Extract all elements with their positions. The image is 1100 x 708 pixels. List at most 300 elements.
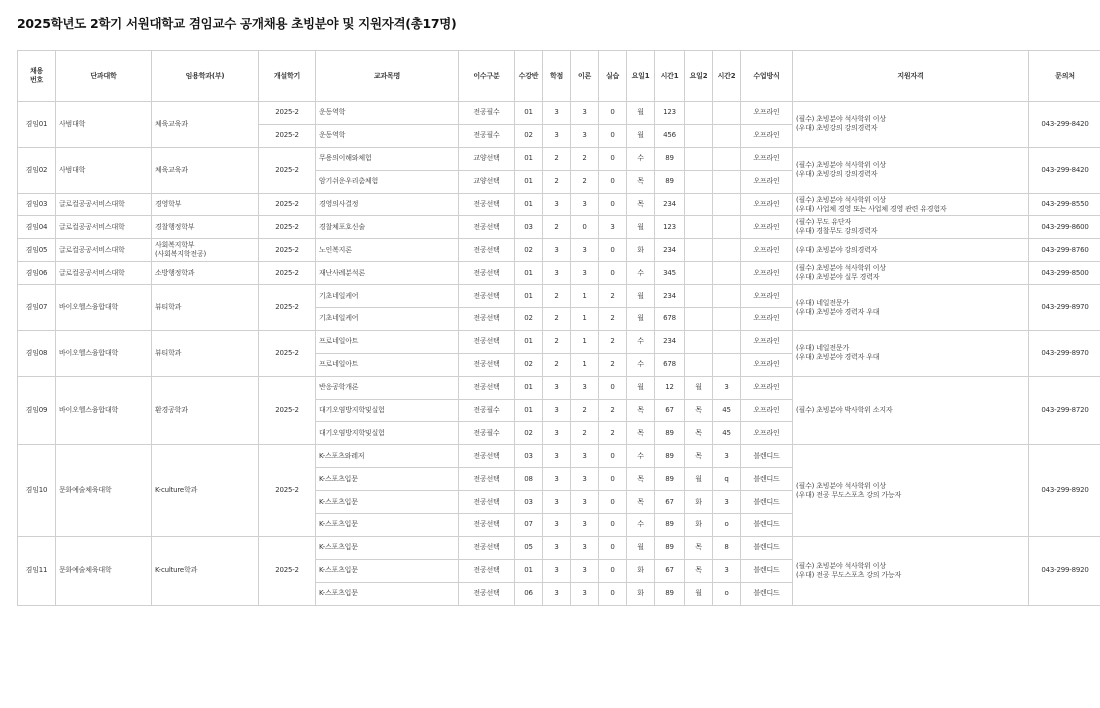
- cell-contact: 043-299-8500: [1029, 262, 1100, 285]
- cell-theory: 3: [571, 491, 599, 514]
- cell-semester: 2025-2: [259, 102, 316, 125]
- header-day1: 요일1: [627, 51, 655, 102]
- cell-time1: 234: [655, 285, 685, 308]
- cell-time2: [713, 216, 741, 239]
- cell-day1: 목: [627, 491, 655, 514]
- cell-time2: 3: [713, 445, 741, 468]
- cell-practice: 0: [599, 582, 627, 605]
- table-body: [18, 102, 1100, 606]
- cell-category: 전공선택: [459, 514, 515, 537]
- cell-college: 바이오헬스융합대학: [56, 376, 152, 445]
- cell-mode: 오프라인: [741, 285, 793, 308]
- cell-recruit-no: 겸임02: [18, 147, 56, 193]
- cell-section: 01: [515, 399, 543, 422]
- header-time2: 시간2: [713, 51, 741, 102]
- cell-section: 03: [515, 445, 543, 468]
- table-row: [18, 147, 1100, 170]
- cell-theory: 3: [571, 239, 599, 262]
- cell-time1: 345: [655, 262, 685, 285]
- cell-semester: 2025-2: [259, 445, 316, 537]
- recruitment-table: [17, 50, 1100, 606]
- cell-credits: 2: [543, 330, 571, 353]
- header-course: 교과목명: [316, 51, 459, 102]
- cell-recruit-no: 겸임04: [18, 216, 56, 239]
- cell-time1: 89: [655, 514, 685, 537]
- header-time1: 시간1: [655, 51, 685, 102]
- cell-day1: 월: [627, 216, 655, 239]
- cell-theory: 2: [571, 170, 599, 193]
- cell-mode: 오프라인: [741, 102, 793, 125]
- cell-theory: 3: [571, 262, 599, 285]
- cell-practice: 0: [599, 193, 627, 216]
- text-line: (우대) 초빙분야 실무 경력자: [796, 273, 880, 282]
- text-line: (필수) 무도 유단자: [796, 218, 852, 227]
- text-line: 소방행정학과: [155, 268, 195, 277]
- cell-category: 전공필수: [459, 422, 515, 445]
- cell-time2: [713, 170, 741, 193]
- cell-course: 경찰체포호신술: [316, 216, 459, 239]
- cell-day2: [685, 147, 713, 170]
- cell-time2: 3: [713, 491, 741, 514]
- cell-contact: 043-299-8720: [1029, 376, 1100, 445]
- cell-credits: 3: [543, 514, 571, 537]
- cell-dept: [152, 330, 259, 376]
- header-contact: 문의처: [1029, 51, 1100, 102]
- cell-semester: 2025-2: [259, 193, 316, 216]
- cell-credits: 3: [543, 376, 571, 399]
- cell-time1: 89: [655, 170, 685, 193]
- table-row: [18, 376, 1100, 399]
- cell-contact: 043-299-8970: [1029, 285, 1100, 331]
- cell-recruit-no: 겸임10: [18, 445, 56, 537]
- header-mode: 수업방식: [741, 51, 793, 102]
- header-no: 채용 번호: [18, 51, 56, 102]
- text-line: (우대) 전공 무도스포츠 강의 가능자: [796, 570, 902, 579]
- cell-semester: 2025-2: [259, 536, 316, 605]
- cell-theory: 3: [571, 536, 599, 559]
- cell-recruit-no: 겸임01: [18, 102, 56, 148]
- cell-day1: 목: [627, 468, 655, 491]
- cell-credits: 3: [543, 124, 571, 147]
- cell-recruit-no: 겸임05: [18, 239, 56, 262]
- cell-recruit-no: 겸임09: [18, 376, 56, 445]
- cell-day2: [685, 353, 713, 376]
- cell-theory: 3: [571, 124, 599, 147]
- cell-credits: 3: [543, 193, 571, 216]
- cell-section: 05: [515, 536, 543, 559]
- cell-time1: 234: [655, 330, 685, 353]
- header-semester: 개설학기: [259, 51, 316, 102]
- cell-day1: 월: [627, 285, 655, 308]
- cell-course: 경영의사결정: [316, 193, 459, 216]
- cell-category: 교양선택: [459, 147, 515, 170]
- cell-semester: 2025-2: [259, 330, 316, 376]
- cell-time2: 3: [713, 559, 741, 582]
- cell-credits: 2: [543, 285, 571, 308]
- table-row: [18, 285, 1100, 308]
- cell-practice: 0: [599, 445, 627, 468]
- cell-dept: [152, 285, 259, 331]
- cell-day1: 수: [627, 262, 655, 285]
- text-line: (필수) 초빙분야 석사학위 이상: [796, 195, 886, 204]
- cell-theory: 1: [571, 353, 599, 376]
- header-qualification: 지원자격: [793, 51, 1029, 102]
- text-line: 사회복지학부: [155, 241, 195, 250]
- cell-semester: 2025-2: [259, 124, 316, 147]
- cell-credits: 3: [543, 399, 571, 422]
- cell-mode: 오프라인: [741, 308, 793, 331]
- cell-category: 전공선택: [459, 582, 515, 605]
- cell-practice: 0: [599, 514, 627, 537]
- cell-mode: 블렌디드: [741, 559, 793, 582]
- cell-day2: 화: [685, 491, 713, 514]
- cell-theory: 3: [571, 376, 599, 399]
- cell-recruit-no: 겸임06: [18, 262, 56, 285]
- cell-day2: [685, 308, 713, 331]
- header-practice: 실습: [599, 51, 627, 102]
- cell-credits: 3: [543, 582, 571, 605]
- cell-theory: 1: [571, 285, 599, 308]
- cell-theory: 0: [571, 216, 599, 239]
- cell-credits: 2: [543, 147, 571, 170]
- cell-category: 전공선택: [459, 239, 515, 262]
- cell-course: K-스포츠입문: [316, 468, 459, 491]
- cell-category: 전공필수: [459, 102, 515, 125]
- cell-category: 교양선택: [459, 170, 515, 193]
- cell-time2: 8: [713, 536, 741, 559]
- cell-theory: 3: [571, 514, 599, 537]
- cell-time1: 89: [655, 147, 685, 170]
- cell-day1: 월: [627, 102, 655, 125]
- table-row: [18, 216, 1100, 239]
- cell-mode: 블렌디드: [741, 514, 793, 537]
- cell-day1: 목: [627, 170, 655, 193]
- cell-theory: 2: [571, 399, 599, 422]
- cell-time1: 89: [655, 422, 685, 445]
- cell-college: 사범대학: [56, 102, 152, 148]
- text-line: (우대) 초빙분야 경력자 우대: [796, 307, 880, 316]
- cell-credits: 2: [543, 353, 571, 376]
- cell-qualification: [793, 102, 1029, 148]
- cell-day1: 목: [627, 193, 655, 216]
- cell-college: 문화예술체육대학: [56, 445, 152, 537]
- cell-dept: [152, 239, 259, 262]
- cell-category: 전공선택: [459, 376, 515, 399]
- cell-day1: 목: [627, 422, 655, 445]
- cell-college: 글로컬공공서비스대학: [56, 239, 152, 262]
- cell-mode: 오프라인: [741, 353, 793, 376]
- cell-section: 01: [515, 193, 543, 216]
- cell-day1: 목: [627, 399, 655, 422]
- cell-practice: 0: [599, 124, 627, 147]
- cell-section: 02: [515, 422, 543, 445]
- cell-day2: [685, 262, 713, 285]
- cell-category: 전공선택: [459, 445, 515, 468]
- header-category: 이수구분: [459, 51, 515, 102]
- cell-qualification: [793, 445, 1029, 537]
- text-line: (우대) 경찰무도 강의경력자: [796, 227, 878, 236]
- cell-course: 암기쉬운우리춤체험: [316, 170, 459, 193]
- cell-time2: 45: [713, 399, 741, 422]
- cell-recruit-no: 겸임08: [18, 330, 56, 376]
- cell-day2: [685, 330, 713, 353]
- cell-recruit-no: 겸임07: [18, 285, 56, 331]
- cell-time1: 234: [655, 239, 685, 262]
- cell-day2: [685, 193, 713, 216]
- table-row: [18, 445, 1100, 468]
- cell-course: 운동역학: [316, 102, 459, 125]
- cell-section: 08: [515, 468, 543, 491]
- cell-time1: 456: [655, 124, 685, 147]
- cell-section: 02: [515, 308, 543, 331]
- text-line: (필수) 초빙분야 석사학위 이상: [796, 561, 886, 570]
- text-line: (우대) 초빙분야 경력자 우대: [796, 353, 880, 362]
- cell-section: 07: [515, 514, 543, 537]
- cell-day2: 목: [685, 445, 713, 468]
- cell-time2: [713, 147, 741, 170]
- cell-course: K-스포츠입문: [316, 491, 459, 514]
- cell-time2: [713, 102, 741, 125]
- cell-time2: [713, 353, 741, 376]
- text-line: K-culture학과: [155, 566, 198, 575]
- cell-qualification: [793, 376, 1029, 445]
- cell-section: 01: [515, 262, 543, 285]
- cell-practice: 0: [599, 491, 627, 514]
- cell-practice: 0: [599, 262, 627, 285]
- cell-practice: 2: [599, 399, 627, 422]
- page-title: 2025학년도 2학기 서원대학교 겸임교수 공개채용 초빙분야 및 지원자격(총17명): [17, 16, 457, 31]
- cell-category: 전공필수: [459, 124, 515, 147]
- cell-dept: [152, 193, 259, 216]
- cell-course: 운동역학: [316, 124, 459, 147]
- cell-mode: 오프라인: [741, 124, 793, 147]
- cell-credits: 2: [543, 170, 571, 193]
- text-line: 체육교육과: [155, 165, 188, 174]
- cell-course: K-스포츠입문: [316, 559, 459, 582]
- cell-semester: 2025-2: [259, 262, 316, 285]
- cell-day1: 수: [627, 445, 655, 468]
- cell-practice: 3: [599, 216, 627, 239]
- cell-course: 프로네일아트: [316, 330, 459, 353]
- text-line: K-culture학과: [155, 486, 198, 495]
- cell-day2: [685, 124, 713, 147]
- header-theory: 이론: [571, 51, 599, 102]
- cell-day2: [685, 102, 713, 125]
- cell-course: 반응공학개론: [316, 376, 459, 399]
- cell-category: 전공선택: [459, 308, 515, 331]
- cell-category: 전공선택: [459, 559, 515, 582]
- cell-mode: 오프라인: [741, 376, 793, 399]
- cell-mode: 오프라인: [741, 399, 793, 422]
- cell-mode: 블렌디드: [741, 536, 793, 559]
- cell-category: 전공선택: [459, 216, 515, 239]
- cell-dept: [152, 147, 259, 193]
- cell-dept: [152, 536, 259, 605]
- cell-semester: 2025-2: [259, 239, 316, 262]
- cell-day1: 화: [627, 559, 655, 582]
- cell-day1: 월: [627, 376, 655, 399]
- table-row: [18, 239, 1100, 262]
- cell-practice: 0: [599, 239, 627, 262]
- text-line: (필수) 초빙분야 박사학위 소지자: [796, 406, 893, 415]
- cell-theory: 3: [571, 582, 599, 605]
- cell-theory: 3: [571, 102, 599, 125]
- cell-time1: 123: [655, 102, 685, 125]
- cell-section: 01: [515, 147, 543, 170]
- header-credits: 학점: [543, 51, 571, 102]
- cell-qualification: [793, 147, 1029, 193]
- table-row: [18, 330, 1100, 353]
- header-day2: 요일2: [685, 51, 713, 102]
- cell-mode: 오프라인: [741, 170, 793, 193]
- cell-day2: 화: [685, 514, 713, 537]
- text-line: (우대) 전공 무도스포츠 강의 가능자: [796, 490, 902, 499]
- cell-college: 글로컬공공서비스대학: [56, 193, 152, 216]
- cell-course: 기초네일케어: [316, 285, 459, 308]
- cell-course: K-스포츠입문: [316, 582, 459, 605]
- cell-qualification: [793, 330, 1029, 376]
- cell-section: 01: [515, 559, 543, 582]
- cell-category: 전공선택: [459, 491, 515, 514]
- cell-mode: 오프라인: [741, 216, 793, 239]
- table-row: [18, 536, 1100, 559]
- cell-semester: 2025-2: [259, 147, 316, 193]
- cell-practice: 0: [599, 536, 627, 559]
- text-line: (필수) 초빙분야 석사학위 이상: [796, 264, 886, 273]
- cell-contact: 043-299-8420: [1029, 147, 1100, 193]
- cell-section: 02: [515, 239, 543, 262]
- cell-dept: [152, 445, 259, 537]
- cell-contact: 043-299-8920: [1029, 445, 1100, 537]
- cell-credits: 3: [543, 445, 571, 468]
- header-college: 단과대학: [56, 51, 152, 102]
- cell-time2: 3: [713, 376, 741, 399]
- cell-practice: 0: [599, 170, 627, 193]
- cell-practice: 0: [599, 102, 627, 125]
- cell-course: 기초네일케어: [316, 308, 459, 331]
- cell-credits: 3: [543, 559, 571, 582]
- cell-day1: 월: [627, 124, 655, 147]
- cell-time1: 123: [655, 216, 685, 239]
- text-line: (필수) 초빙분야 석사학위 이상: [796, 115, 886, 124]
- cell-section: 01: [515, 285, 543, 308]
- cell-mode: 블렌디드: [741, 468, 793, 491]
- cell-category: 전공선택: [459, 353, 515, 376]
- text-line: (우대) 네일전문가: [796, 344, 850, 353]
- header-dept: 임용학과(부): [152, 51, 259, 102]
- table-header-row: [18, 51, 1100, 102]
- cell-mode: 블렌디드: [741, 491, 793, 514]
- cell-college: 글로컬공공서비스대학: [56, 216, 152, 239]
- cell-day1: 수: [627, 147, 655, 170]
- cell-contact: 043-299-8550: [1029, 193, 1100, 216]
- cell-day2: [685, 239, 713, 262]
- cell-day2: [685, 285, 713, 308]
- cell-dept: [152, 262, 259, 285]
- text-line: 뷰티학과: [155, 303, 182, 312]
- cell-practice: 2: [599, 308, 627, 331]
- cell-mode: 오프라인: [741, 147, 793, 170]
- cell-category: 전공선택: [459, 285, 515, 308]
- cell-practice: 2: [599, 353, 627, 376]
- text-line: (필수) 초빙분야 석사학위 이상: [796, 161, 886, 170]
- cell-mode: 오프라인: [741, 262, 793, 285]
- text-line: (우대) 초빙강의 강의경력자: [796, 170, 878, 179]
- cell-qualification: [793, 536, 1029, 605]
- cell-theory: 1: [571, 308, 599, 331]
- cell-dept: [152, 376, 259, 445]
- cell-theory: 3: [571, 445, 599, 468]
- cell-credits: 3: [543, 491, 571, 514]
- cell-qualification: [793, 216, 1029, 239]
- cell-section: 06: [515, 582, 543, 605]
- table-row: [18, 102, 1100, 125]
- cell-day2: 월: [685, 582, 713, 605]
- cell-time1: 67: [655, 559, 685, 582]
- cell-course: K-스포츠와레저: [316, 445, 459, 468]
- cell-day2: 월: [685, 468, 713, 491]
- cell-day1: 월: [627, 536, 655, 559]
- cell-day1: 화: [627, 582, 655, 605]
- cell-mode: 블렌디드: [741, 445, 793, 468]
- cell-course: 프로네일아트: [316, 353, 459, 376]
- cell-time1: 678: [655, 353, 685, 376]
- text-line: (우대) 초빙강의 강의경력자: [796, 124, 878, 133]
- cell-time1: 234: [655, 193, 685, 216]
- text-line: (우대) 초빙분야 강의경력자: [796, 245, 878, 254]
- cell-time1: 67: [655, 399, 685, 422]
- cell-mode: 오프라인: [741, 422, 793, 445]
- cell-contact: 043-299-8920: [1029, 536, 1100, 605]
- cell-day2: 목: [685, 422, 713, 445]
- cell-day1: 수: [627, 514, 655, 537]
- cell-day2: 목: [685, 536, 713, 559]
- cell-contact: 043-299-8760: [1029, 239, 1100, 262]
- cell-course: K-스포츠입문: [316, 536, 459, 559]
- cell-section: 01: [515, 376, 543, 399]
- cell-time1: 89: [655, 468, 685, 491]
- cell-day2: [685, 216, 713, 239]
- cell-category: 전공선택: [459, 193, 515, 216]
- cell-section: 03: [515, 216, 543, 239]
- cell-theory: 2: [571, 147, 599, 170]
- cell-practice: 0: [599, 147, 627, 170]
- cell-practice: 2: [599, 285, 627, 308]
- cell-qualification: [793, 239, 1029, 262]
- cell-practice: 0: [599, 559, 627, 582]
- cell-mode: 오프라인: [741, 330, 793, 353]
- table-row: [18, 193, 1100, 216]
- cell-credits: 3: [543, 239, 571, 262]
- cell-time2: [713, 124, 741, 147]
- text-line: (우대) 네일전문가: [796, 298, 850, 307]
- cell-recruit-no: 겸임11: [18, 536, 56, 605]
- cell-course: 대기오염방지학및실험: [316, 399, 459, 422]
- cell-time1: 89: [655, 445, 685, 468]
- cell-course: 대기오염방지학및실험: [316, 422, 459, 445]
- cell-day2: 목: [685, 399, 713, 422]
- cell-theory: 3: [571, 559, 599, 582]
- cell-theory: 3: [571, 468, 599, 491]
- cell-time1: 67: [655, 491, 685, 514]
- cell-section: 01: [515, 170, 543, 193]
- cell-dept: [152, 216, 259, 239]
- cell-course: K-스포츠입문: [316, 514, 459, 537]
- cell-course: 무용의이해와체험: [316, 147, 459, 170]
- cell-section: 03: [515, 491, 543, 514]
- cell-time1: 678: [655, 308, 685, 331]
- cell-category: 전공선택: [459, 330, 515, 353]
